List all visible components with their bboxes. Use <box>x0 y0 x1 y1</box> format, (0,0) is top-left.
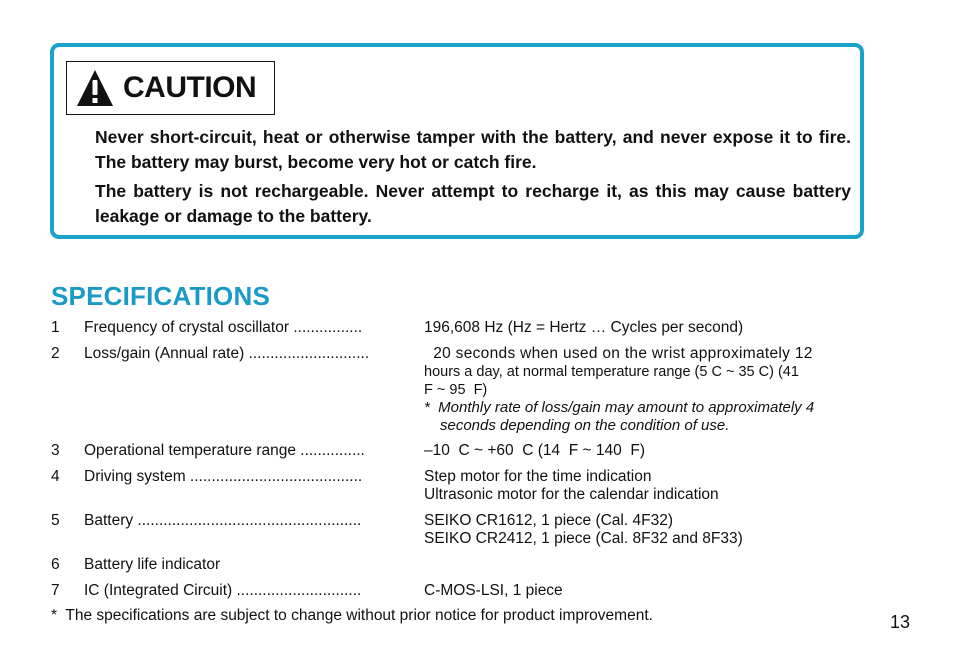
spec-number: 2 <box>51 345 60 362</box>
spec-label: Driving system ........................................ <box>84 468 363 485</box>
specifications-footnote: * The specifications are subject to change without prior notice for product improvement. <box>51 607 653 624</box>
spec-value-line: 196,608 Hz (Hz = Hertz … Cycles per second) <box>424 319 744 336</box>
spec-label: IC (Integrated Circuit) ............................. <box>84 582 362 599</box>
spec-label: Operational temperature range ............... <box>84 442 365 459</box>
warning-triangle-icon <box>75 68 115 108</box>
spec-label: Battery life indicator <box>84 556 221 573</box>
spec-value-line: SEIKO CR1612, 1 piece (Cal. 4F32) <box>424 512 673 529</box>
spec-value-line: hours a day, at normal temperature range (5 C ~ 35 C) (41 <box>424 364 799 380</box>
spec-note: * Monthly rate of loss/gain may amount to approximately 4 seconds depending on the condition of use. <box>424 399 819 434</box>
spec-value-line: SEIKO CR2412, 1 piece (Cal. 8F32 and 8F33) <box>424 530 743 547</box>
spec-value-line: F ~ 95 F) <box>424 382 488 398</box>
spec-value-line: 20 seconds when used on the wrist approximately 12 <box>424 345 813 362</box>
spec-label: Loss/gain (Annual rate) ............................ <box>84 345 370 362</box>
spec-value-line: Step motor for the time indication <box>424 468 652 485</box>
specifications-heading: SPECIFICATIONS <box>51 281 271 311</box>
spec-number: 7 <box>51 582 60 599</box>
caution-paragraph-1: Never short-circuit, heat or otherwise tamper with the battery, and never expose it to fire. The battery may burst, become very hot or catch fire. <box>95 127 851 172</box>
spec-value <box>424 319 874 337</box>
spec-label: Frequency of crystal oscillator ................ <box>84 319 363 336</box>
spec-number: 3 <box>51 442 60 459</box>
caution-title: CAUTION <box>123 71 257 104</box>
spec-value <box>424 582 874 600</box>
spec-value-line: –10 C ~ +60 C (14 F ~ 140 F) <box>424 442 645 459</box>
spec-number: 1 <box>51 319 60 336</box>
spec-value-line: C-MOS-LSI, 1 piece <box>424 582 563 599</box>
spec-number: 6 <box>51 556 60 573</box>
spec-value <box>424 345 874 435</box>
spec-number: 5 <box>51 512 60 529</box>
page-number: 13 <box>890 612 911 632</box>
spec-value-line: Ultrasonic motor for the calendar indication <box>424 486 719 503</box>
spec-value <box>424 512 874 548</box>
spec-value <box>424 442 874 460</box>
spec-label: Battery .................................................... <box>84 512 362 529</box>
caution-paragraph-2: The battery is not rechargeable. Never attempt to recharge it, as this may cause battery leakage or damage to the battery. <box>95 181 851 226</box>
spec-value <box>424 468 874 504</box>
caution-title-box <box>66 61 275 115</box>
spec-number: 4 <box>51 468 60 485</box>
